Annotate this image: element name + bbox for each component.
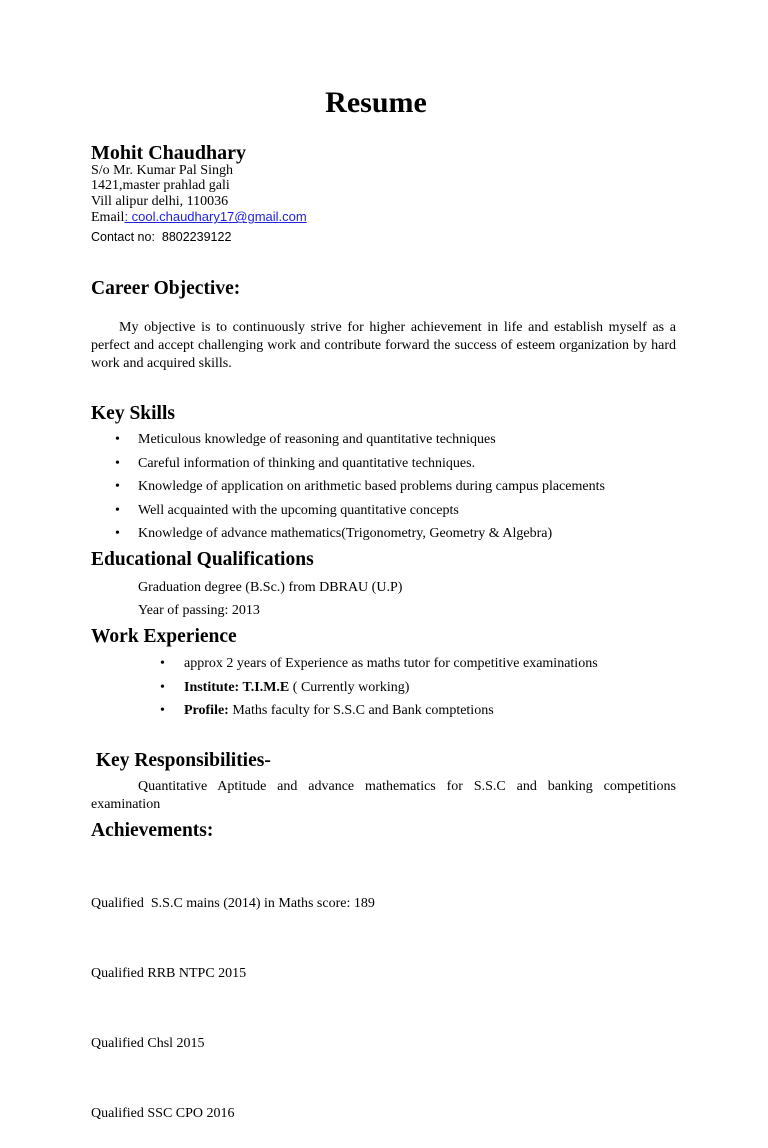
email-link[interactable]: : cool.chaudhary17@gmail.com bbox=[124, 209, 306, 224]
key-skills-list bbox=[0, 428, 700, 546]
work-item-text: approx 2 years of Experience as maths tutor for competitive examinations bbox=[184, 656, 598, 671]
work-item-text: ( Currently working) bbox=[289, 680, 409, 695]
achievements-list bbox=[91, 846, 375, 1148]
work-experience-heading: Work Experience bbox=[91, 626, 237, 648]
skill-item: • Knowledge of advance mathematics(Trigonometry, Geometry & Algebra) bbox=[0, 522, 700, 546]
achievement-item: Qualified SSC CPO 2016 bbox=[91, 1102, 375, 1125]
email-line bbox=[91, 209, 307, 225]
address-line: Vill alipur delhi, 110036 bbox=[91, 194, 307, 209]
work-item-bold: Profile: bbox=[184, 703, 229, 718]
work-item-text: Maths faculty for S.S.C and Bank comptetions bbox=[229, 703, 494, 718]
education-heading: Educational Qualifications bbox=[91, 549, 314, 571]
document-title: Resume bbox=[0, 86, 752, 120]
candidate-name: Mohit Chaudhary bbox=[91, 141, 246, 165]
career-objective-heading: Career Objective: bbox=[91, 278, 240, 300]
work-item bbox=[0, 652, 700, 676]
email-label: Email bbox=[91, 210, 124, 225]
key-skills-heading: Key Skills bbox=[91, 403, 175, 425]
achievements-heading: Achievements: bbox=[91, 820, 213, 842]
key-responsibilities-heading: Key Responsibilities- bbox=[91, 750, 271, 772]
education-details bbox=[138, 576, 402, 622]
achievement-item: Qualified S.S.C mains (2014) in Maths score: 189 bbox=[91, 892, 375, 915]
contact-details bbox=[91, 163, 307, 226]
contact-number: Contact no: 8802239122 bbox=[91, 229, 231, 245]
achievement-item: Qualified RRB NTPC 2015 bbox=[91, 962, 375, 985]
work-experience-list bbox=[0, 652, 700, 723]
achievement-item: Qualified Chsl 2015 bbox=[91, 1032, 375, 1055]
work-item bbox=[0, 676, 700, 700]
skill-item: • Knowledge of application on arithmetic based problems during campus placements bbox=[0, 475, 700, 499]
work-item bbox=[0, 699, 700, 723]
education-line: Graduation degree (B.Sc.) from DBRAU (U.P) bbox=[138, 576, 402, 599]
address-line: S/o Mr. Kumar Pal Singh bbox=[91, 163, 307, 178]
skill-item: • Well acquainted with the upcoming quantitative concepts bbox=[0, 499, 700, 523]
skill-item: • Meticulous knowledge of reasoning and quantitative techniques bbox=[0, 428, 700, 452]
skill-item: • Careful information of thinking and quantitative techniques. bbox=[0, 452, 700, 476]
education-line: Year of passing: 2013 bbox=[138, 599, 402, 622]
career-objective-text: My objective is to continuously strive for higher achievement in life and establish myself as a perfect and accept challenging work and contribute forward the success of esteem organization by hard work and acquired skills. bbox=[91, 319, 676, 373]
key-responsibilities-text: Quantitative Aptitude and advance mathematics for S.S.C and banking competitions examination bbox=[91, 778, 676, 814]
address-line: 1421,master prahlad gali bbox=[91, 178, 307, 193]
work-item-bold: Institute: T.I.M.E bbox=[184, 680, 289, 695]
